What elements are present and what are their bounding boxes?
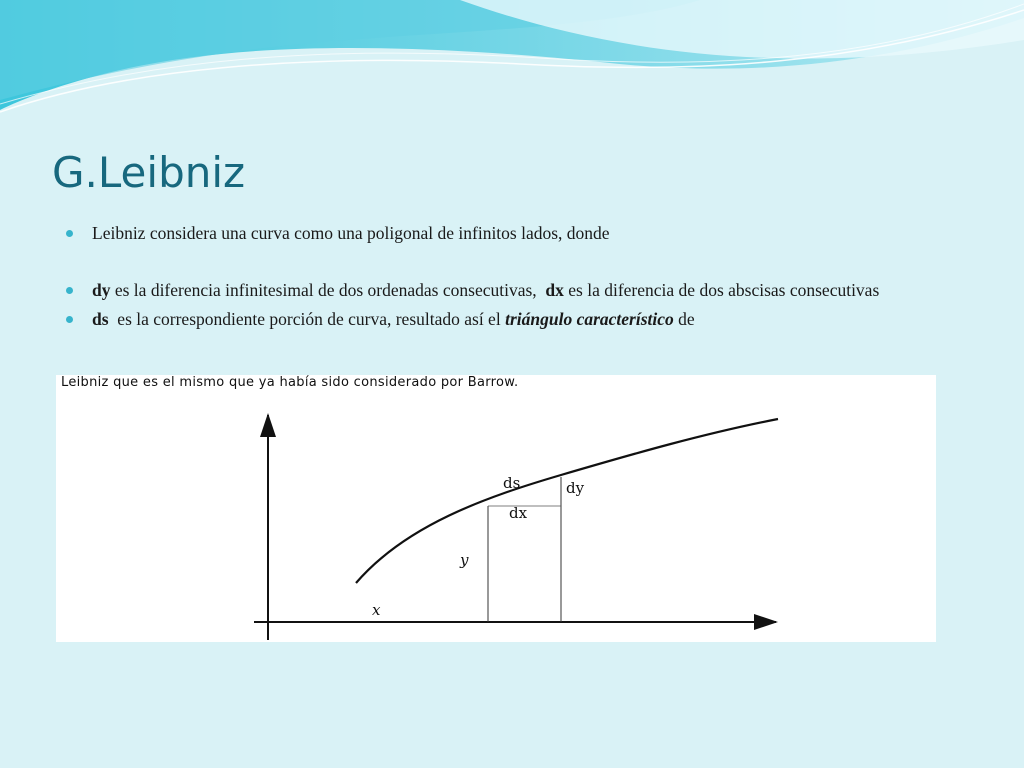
- curve: [356, 419, 778, 583]
- bullet-list: [66, 222, 946, 331]
- bullet-item: [66, 222, 946, 245]
- bullet-item: [66, 279, 946, 302]
- term-triangulo: triángulo característico: [505, 309, 674, 329]
- bullet-text: Leibniz considera una curva como una poligonal de infinitos lados, donde: [92, 223, 610, 243]
- figure-caption: Leibniz que es el mismo que ya había sido considerado por Barrow.: [61, 375, 519, 390]
- term-dx: dx: [545, 280, 564, 300]
- label-dx: dx: [509, 504, 528, 522]
- label-dy: dy: [566, 479, 585, 497]
- bullet-item: [66, 308, 946, 331]
- term-ds: ds: [92, 309, 109, 329]
- diagram: [56, 375, 936, 642]
- bullet-text: de: [673, 309, 695, 329]
- term-dy: dy: [92, 280, 111, 300]
- bullet-text: es la diferencia de dos abscisas consecutivas: [563, 280, 880, 300]
- label-x: x: [372, 601, 381, 619]
- label-y: y: [460, 551, 469, 569]
- bullet-text: es la correspondiente porción de curva, resultado así el: [108, 309, 506, 329]
- characteristic-triangle-figure: [56, 375, 936, 642]
- bullet-text: es la diferencia infinitesimal de dos ordenadas consecutivas,: [110, 280, 546, 300]
- label-ds: ds: [503, 474, 521, 492]
- top-wave-decoration: [0, 0, 1024, 120]
- slide-title: G.Leibniz: [52, 148, 246, 197]
